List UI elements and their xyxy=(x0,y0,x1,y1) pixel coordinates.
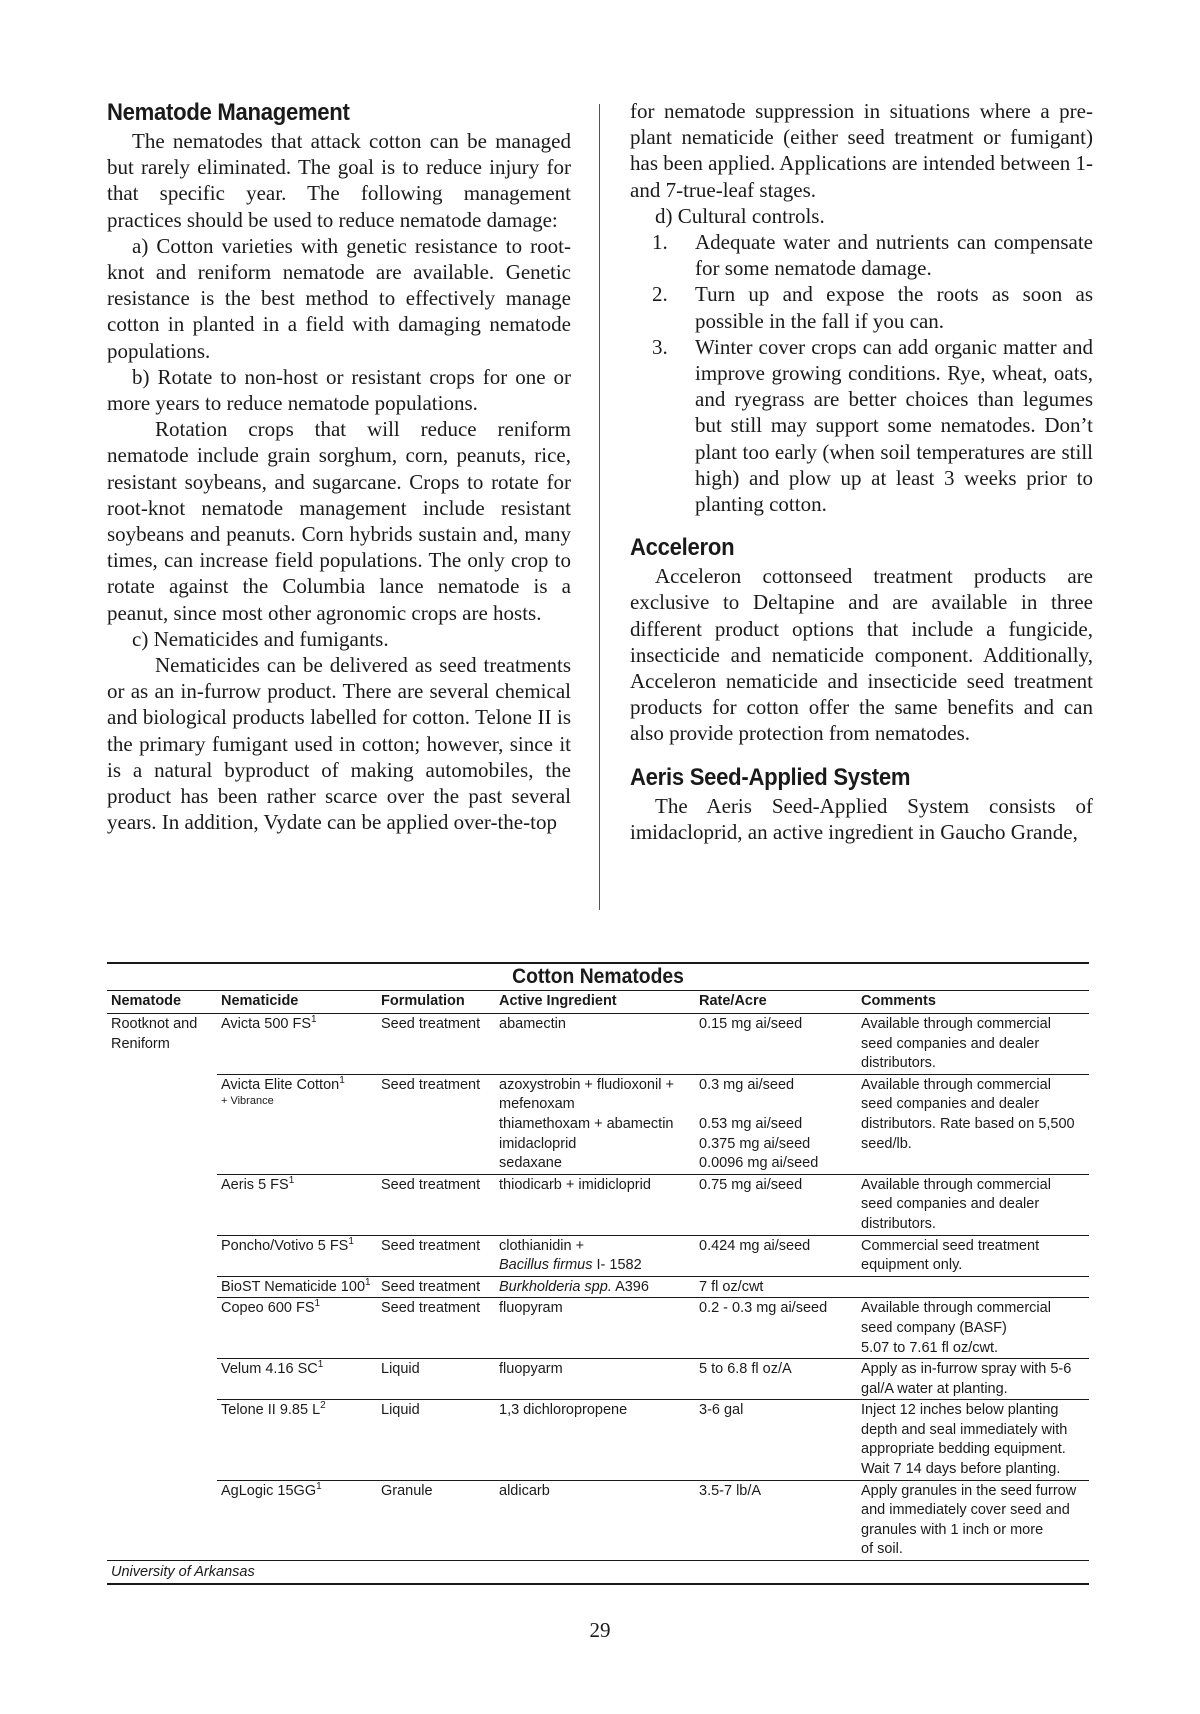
nematode-line: Rootknot and xyxy=(111,1016,198,1032)
nematicide-name: Telone II 9.85 L xyxy=(221,1402,321,1419)
cell-nematode xyxy=(107,1359,217,1400)
comment-line: distributors. xyxy=(861,1055,936,1072)
rate-line: 0.0096 mg ai/seed xyxy=(699,1155,819,1172)
comment-line: depth and seal immediately with xyxy=(861,1421,1068,1438)
cell-rate xyxy=(695,1298,857,1359)
cell-rate xyxy=(695,1480,857,1560)
cultural-controls-list xyxy=(630,229,1093,517)
page-number: 29 xyxy=(589,1618,611,1642)
cell-rate xyxy=(695,1174,857,1235)
comment-line: seed companies and dealer xyxy=(861,1196,1040,1213)
cell-nematode xyxy=(107,1298,217,1359)
formulation-text: Seed treatment xyxy=(381,1016,481,1032)
comment-line: Wait 7 14 days before planting. xyxy=(861,1461,1061,1478)
cell-nematode xyxy=(107,1235,217,1276)
cell-nematicide xyxy=(217,1276,377,1298)
footnote-marker: 1 xyxy=(317,1359,324,1371)
cell-comments xyxy=(857,1480,1089,1560)
table-row xyxy=(107,1276,1089,1298)
cotton-nematodes-table xyxy=(107,962,1089,1585)
comment-line: appropriate bedding equipment. xyxy=(861,1441,1066,1458)
cell-active-ingredient xyxy=(495,1074,695,1174)
ai-italic: Bacillus firmus xyxy=(499,1257,593,1274)
comment-line: equipment only. xyxy=(861,1257,963,1274)
comment-line: distributors. xyxy=(861,1215,936,1232)
cell-nematode xyxy=(107,1480,217,1560)
rate-line: 5 to 6.8 fl oz/A xyxy=(699,1361,792,1378)
column-header: Rate/Acre xyxy=(695,991,857,1014)
table-row xyxy=(107,1480,1089,1560)
rate-line xyxy=(699,1095,853,1115)
rate-line: 0.3 mg ai/seed xyxy=(699,1076,795,1093)
nematicide-name: Avicta 500 FS xyxy=(221,1016,312,1032)
ai-italic: Burkholderia spp. xyxy=(499,1278,612,1295)
cell-formulation xyxy=(377,1400,495,1480)
table-row xyxy=(107,1074,1089,1174)
list-item: 2. Turn up and expose the roots as soon as possible in the fall if you can. xyxy=(652,282,1093,333)
paragraph: b) Rotate to non-host or resistant crops for one or more years to reduce nematode populations. xyxy=(107,364,571,416)
cell-nematicide xyxy=(217,1074,377,1174)
nematode-line: Reniform xyxy=(111,1035,170,1052)
column-header: Comments xyxy=(857,991,1089,1014)
nematicide-name: AgLogic 15GG xyxy=(221,1482,317,1499)
cell-formulation xyxy=(377,1276,495,1298)
comment-line: Available through commercial xyxy=(861,1076,1051,1093)
cell-rate xyxy=(695,1276,857,1298)
rate-line: 0.75 mg ai/seed xyxy=(699,1176,803,1193)
data-table xyxy=(107,990,1089,1560)
paragraph: a) Cotton varieties with genetic resistance to root-knot and reniform nematode are available. Genetic resistance is the best method to effectively manage cotton in planted in a field with damaging nematode populations. xyxy=(107,233,571,363)
table-row xyxy=(107,1235,1089,1276)
paragraph: Acceleron cottonseed treatment products are exclusive to Deltapine and are available in three different product options that include a fungicide, insecticide and nematicide component. Additionally, Acceleron nematicide and insecticide seed treatment products for cotton offer the same benefits and can also provide protection from nematodes. xyxy=(630,564,1093,746)
ai-line xyxy=(499,1278,691,1298)
cell-comments xyxy=(857,1400,1089,1480)
heading-aeris: Aeris Seed-Applied System xyxy=(630,763,911,791)
comment-line: gal/A water at planting. xyxy=(861,1380,1008,1397)
cell-active-ingredient xyxy=(495,1235,695,1276)
paragraph: for nematode suppression in situations where a pre-plant nematicide (either seed treatment or fumigant) has been applied. Applications are intended between 1- and 7-true-leaf stages. xyxy=(630,99,1094,202)
comment-line: Commercial seed treatment xyxy=(861,1237,1040,1254)
ai-tail: A396 xyxy=(611,1278,649,1295)
cell-nematicide xyxy=(217,1298,377,1359)
cell-comments xyxy=(857,1014,1089,1075)
cell-formulation xyxy=(377,1480,495,1560)
nematicide-name: Poncho/Votivo 5 FS xyxy=(221,1237,349,1254)
paragraph: The Aeris Seed-Applied System consists of imidacloprid, an active ingredient in Gaucho Grande, xyxy=(630,793,1093,844)
footnote-marker: 1 xyxy=(314,1298,321,1310)
table-row xyxy=(107,1298,1089,1359)
ai-line: thiodicarb + imidicloprid xyxy=(499,1176,651,1193)
cell-rate xyxy=(695,1074,857,1174)
cell-comments xyxy=(857,1298,1089,1359)
left-column xyxy=(107,98,571,835)
rate-line: 0.375 mg ai/seed xyxy=(699,1135,811,1152)
formulation-text: Liquid xyxy=(381,1402,420,1419)
nematicide-name: BioST Nematicide 100 xyxy=(221,1278,366,1295)
table-row xyxy=(107,1400,1089,1480)
ai-line: sedaxane xyxy=(499,1155,562,1172)
ai-line: thiamethoxam + abamectin xyxy=(499,1115,674,1132)
footnote-marker: 2 xyxy=(320,1400,326,1412)
rate-line: 3.5-7 lb/A xyxy=(699,1482,762,1499)
ai-line: azoxystrobin + fludioxonil + xyxy=(499,1076,674,1093)
column-header: Active Ingredient xyxy=(495,991,695,1014)
rate-line: 3-6 gal xyxy=(699,1402,744,1419)
table-foot-rule xyxy=(107,1583,1089,1585)
comment-line: seed companies and dealer xyxy=(861,1035,1040,1052)
paragraph: The nematodes that attack cotton can be managed but rarely eliminated. The goal is to reduce injury for that specific year. The following management practices should be used to reduce nematode damage: xyxy=(107,129,571,232)
ai-line: aldicarb xyxy=(499,1482,550,1499)
column-header: Nematicide xyxy=(217,991,377,1014)
ai-line: fluopyarm xyxy=(499,1361,563,1378)
table-row xyxy=(107,1174,1089,1235)
rate-line: 0.53 mg ai/seed xyxy=(699,1115,803,1132)
comment-line: seed/lb. xyxy=(861,1135,912,1152)
footnote-marker: 1 xyxy=(365,1276,371,1288)
formulation-text: Granule xyxy=(381,1482,433,1499)
ai-line: clothianidin + xyxy=(499,1237,585,1254)
cell-nematicide xyxy=(217,1014,377,1075)
cell-nematicide xyxy=(217,1480,377,1560)
formulation-text: Liquid xyxy=(381,1361,420,1378)
cell-rate xyxy=(695,1400,857,1480)
ai-line: imidacloprid xyxy=(499,1135,577,1152)
table-row xyxy=(107,1359,1089,1400)
footnote-marker: 1 xyxy=(339,1074,345,1086)
cell-nematicide xyxy=(217,1359,377,1400)
cell-active-ingredient xyxy=(495,1480,695,1560)
list-item: 1. Adequate water and nutrients can compensate for some nematode damage. xyxy=(652,230,1093,281)
comment-line: Apply granules in the seed furrow xyxy=(861,1482,1077,1499)
comment-line: seed company (BASF) xyxy=(861,1319,1007,1336)
nematicide-name: Velum 4.16 SC xyxy=(221,1361,318,1378)
right-column xyxy=(630,98,1093,845)
column-header: Nematode xyxy=(107,991,217,1014)
ai-line xyxy=(499,1256,691,1276)
ai-line: abamectin xyxy=(499,1016,566,1032)
footnote-marker: 1 xyxy=(348,1235,354,1247)
ai-line: mefenoxam xyxy=(499,1096,575,1113)
cell-active-ingredient xyxy=(495,1359,695,1400)
comment-line: distributors. Rate based on 5,500 xyxy=(861,1115,1075,1132)
cell-formulation xyxy=(377,1174,495,1235)
paragraph: Rotation crops that will reduce reniform nematode include grain sorghum, corn, peanuts, rice, resistant soybeans, and sugarcane. Crops to rotate for root-knot nematode management include resistant soybeans and peanuts. Corn hybrids sustain and, many times, can increase field populations. The only crop to rotate against the Columbia lance nematode is a peanut, since most other agronomic crops are hosts. xyxy=(107,417,571,625)
cell-nematicide xyxy=(217,1174,377,1235)
comment-line: Apply as in-furrow spray with 5-6 xyxy=(861,1361,1072,1378)
cell-nematicide xyxy=(217,1400,377,1480)
cell-active-ingredient xyxy=(495,1276,695,1298)
rate-line: 0.424 mg ai/seed xyxy=(699,1237,811,1254)
nematicide-name: Copeo 600 FS xyxy=(221,1300,315,1317)
cell-nematode xyxy=(107,1074,217,1174)
cell-active-ingredient xyxy=(495,1174,695,1235)
cell-rate xyxy=(695,1235,857,1276)
formulation-text: Seed treatment xyxy=(381,1278,481,1295)
formulation-text: Seed treatment xyxy=(381,1176,481,1193)
heading-acceleron: Acceleron xyxy=(630,534,735,562)
cell-comments xyxy=(857,1074,1089,1174)
table-row xyxy=(107,1014,1089,1075)
comment-line: granules with 1 inch or more xyxy=(861,1521,1044,1538)
cell-formulation xyxy=(377,1235,495,1276)
cell-active-ingredient xyxy=(495,1014,695,1075)
paragraph: c) Nematicides and fumigants. xyxy=(132,626,389,651)
cell-active-ingredient xyxy=(495,1298,695,1359)
cell-comments xyxy=(857,1276,1089,1298)
cell-nematode xyxy=(107,1400,217,1480)
table-source: University of Arkansas xyxy=(111,1564,255,1581)
cell-formulation xyxy=(377,1359,495,1400)
footnote-marker: 1 xyxy=(316,1480,322,1492)
heading-nematode-management: Nematode Management xyxy=(107,99,350,126)
cell-active-ingredient xyxy=(495,1400,695,1480)
nematicide-name: Aeris 5 FS xyxy=(221,1176,289,1193)
ai-tail: I- 1582 xyxy=(592,1257,642,1274)
column-header: Formulation xyxy=(377,991,495,1014)
cell-nematode xyxy=(107,1276,217,1298)
rate-line: 7 fl oz/cwt xyxy=(699,1278,764,1295)
footnote-marker: 1 xyxy=(311,1014,317,1026)
formulation-text: Seed treatment xyxy=(381,1076,481,1093)
cell-nematicide xyxy=(217,1235,377,1276)
table-title: Cotton Nematodes xyxy=(512,965,684,988)
nematicide-name: Avicta Elite Cotton xyxy=(221,1076,340,1093)
cell-comments xyxy=(857,1235,1089,1276)
ai-line: fluopyram xyxy=(499,1300,563,1317)
list-item: 3. Winter cover crops can add organic matter and improve growing conditions. Rye, wheat, oats, and ryegrass are better choices than legumes but still may support some nematodes. Don’t plant too early (when soil temperatures are still high) and plow up at least 3 weeks prior to planting cotton. xyxy=(652,334,1093,517)
comment-line: Inject 12 inches below planting xyxy=(861,1402,1059,1419)
cell-comments xyxy=(857,1359,1089,1400)
cell-nematode xyxy=(107,1014,217,1075)
comment-line: Available through commercial xyxy=(861,1016,1051,1032)
comment-line: and immediately cover seed and xyxy=(861,1502,1070,1519)
comment-line: of soil. xyxy=(861,1541,903,1558)
comment-line: Available through commercial xyxy=(861,1176,1051,1193)
paragraph: Nematicides can be delivered as seed treatments or as an in-furrow product. There are several chemical and biological products labelled for cotton. Telone II is the primary fumigant used in cotton; however, since it is a natural byproduct of making automobiles, the product has been rather scarce over the past several years. In addition, Vydate can be applied over-the-top xyxy=(107,653,571,835)
comment-line: 5.07 to 7.61 fl oz/cwt. xyxy=(861,1339,999,1356)
rate-line: 0.15 mg ai/seed xyxy=(699,1016,803,1032)
comment-line: Available through commercial xyxy=(861,1300,1051,1317)
nematicide-sub: + Vibrance xyxy=(221,1095,274,1108)
paragraph: d) Cultural controls. xyxy=(655,203,825,228)
rate-line: 0.2 - 0.3 mg ai/seed xyxy=(699,1300,828,1317)
cell-rate xyxy=(695,1359,857,1400)
cell-nematode xyxy=(107,1174,217,1235)
formulation-text: Seed treatment xyxy=(381,1237,481,1254)
column-divider xyxy=(599,104,600,910)
cell-formulation xyxy=(377,1014,495,1075)
table-header-row xyxy=(107,991,1089,1014)
footnote-marker: 1 xyxy=(288,1174,295,1186)
cell-comments xyxy=(857,1174,1089,1235)
cell-formulation xyxy=(377,1074,495,1174)
cell-rate xyxy=(695,1014,857,1075)
formulation-text: Seed treatment xyxy=(381,1300,481,1317)
cell-formulation xyxy=(377,1298,495,1359)
ai-line: 1,3 dichloropropene xyxy=(499,1402,628,1419)
comment-line: seed companies and dealer xyxy=(861,1096,1040,1113)
